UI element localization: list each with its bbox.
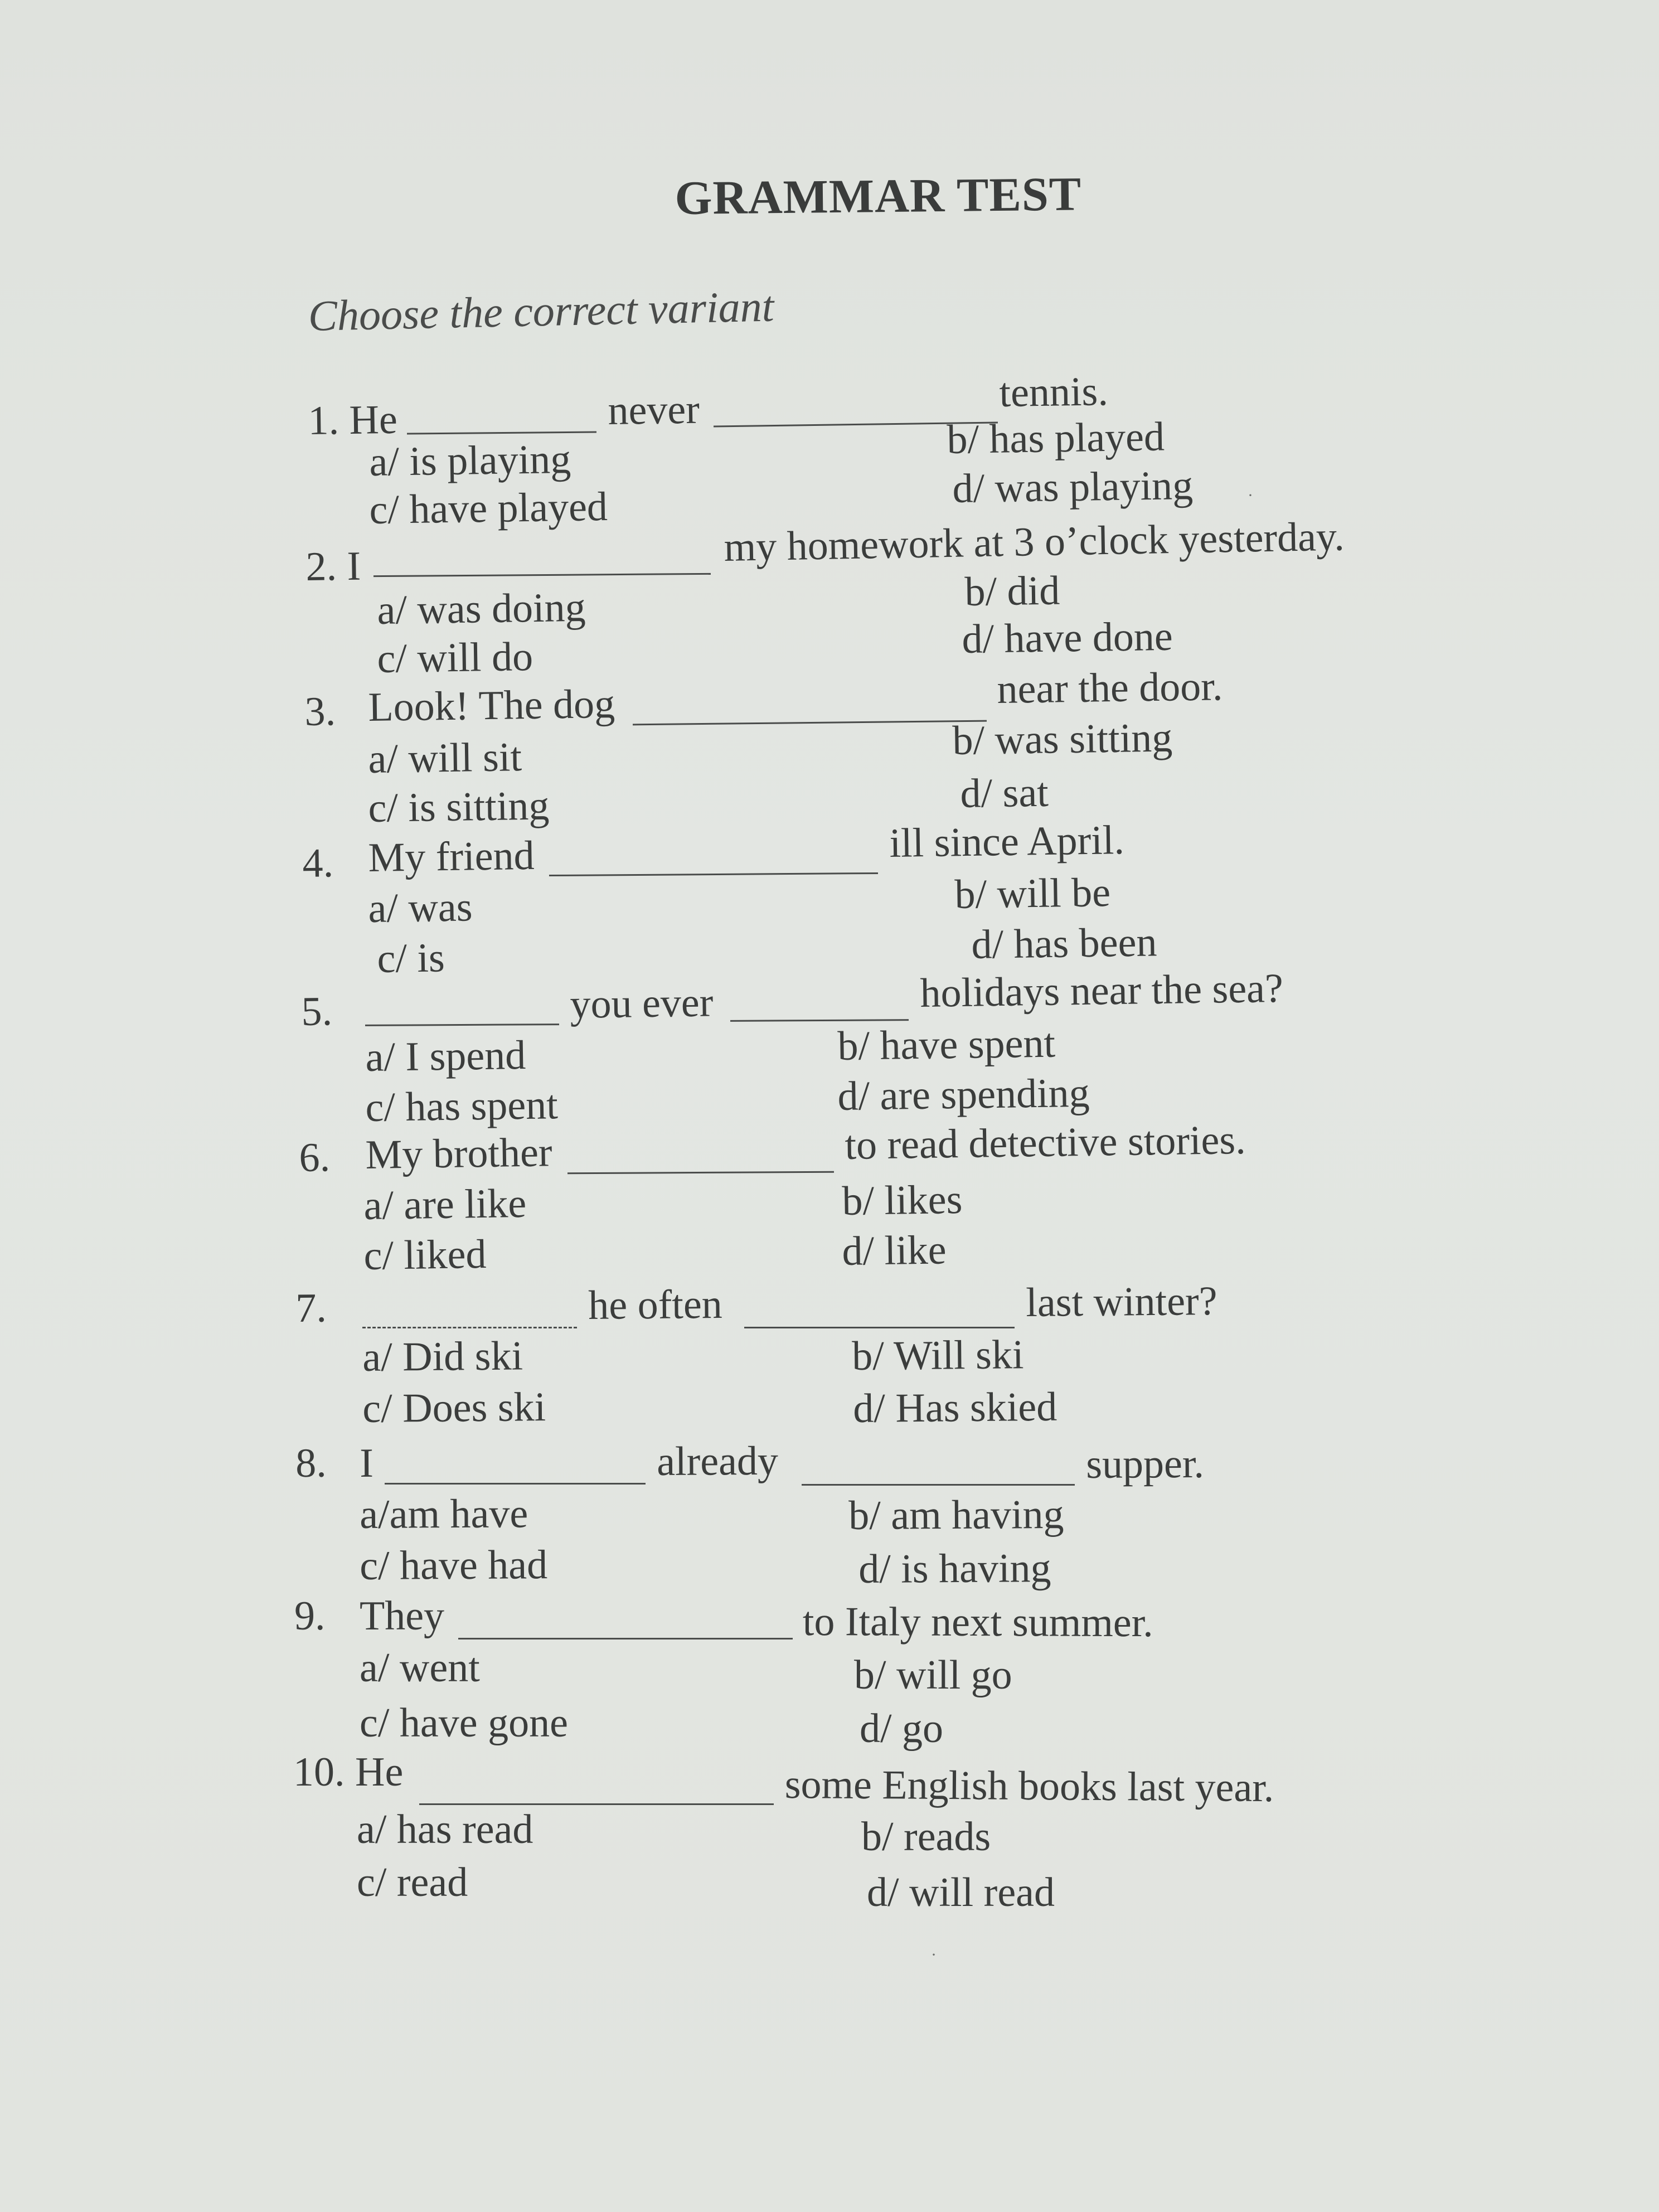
question-3-number: 3. xyxy=(304,688,336,735)
option-b: b/ Will ski xyxy=(851,1332,1024,1379)
question-8-text-mid: already xyxy=(656,1438,779,1485)
question-4-text: My friend xyxy=(367,832,535,881)
page-title: GRAMMAR TEST xyxy=(675,167,1082,225)
option-a: a/am have xyxy=(359,1491,528,1537)
option-a: a/ has read xyxy=(357,1807,533,1852)
option-d: d/ has been xyxy=(971,919,1157,968)
option-b: b/ was sitting xyxy=(952,715,1173,764)
option-d: d/ are spending xyxy=(837,1070,1090,1119)
option-c: c/ Does ski xyxy=(362,1384,546,1432)
option-d: d/ like xyxy=(841,1227,947,1274)
question-6-text: My brother xyxy=(365,1129,553,1178)
option-a: a/ is playing xyxy=(368,436,571,485)
question-2-number-text: 2. I xyxy=(305,543,361,590)
question-10-number-text: 10. He xyxy=(293,1749,404,1795)
option-c: c/ is sitting xyxy=(367,783,550,831)
option-b: b/ has played xyxy=(946,414,1165,463)
option-b: b/ did xyxy=(964,567,1060,615)
option-b: b/ will go xyxy=(854,1652,1012,1698)
question-5-text: you ever xyxy=(569,979,714,1027)
option-a: a/ I spend xyxy=(365,1032,526,1080)
option-b: b/ likes xyxy=(841,1176,963,1224)
answer-blank xyxy=(802,1484,1075,1486)
option-d: d/ will read xyxy=(867,1870,1055,1915)
answer-blank xyxy=(458,1638,793,1639)
option-a: a/ was doing xyxy=(376,584,586,633)
option-c: c/ is xyxy=(376,935,445,982)
answer-blank xyxy=(633,720,987,726)
option-a: a/ are like xyxy=(363,1180,527,1229)
question-7-text: he often xyxy=(588,1281,723,1328)
option-b: b/ have spent xyxy=(837,1020,1056,1069)
question-8-text: I xyxy=(359,1440,374,1486)
option-c: c/ have had xyxy=(359,1542,548,1589)
answer-blank xyxy=(549,872,878,876)
question-4-number: 4. xyxy=(302,840,334,886)
question-4-text-end: ill since April. xyxy=(889,817,1125,866)
question-8-text-end: supper. xyxy=(1085,1440,1205,1487)
option-a: a/ Did ski xyxy=(362,1333,523,1380)
option-c: c/ has spent xyxy=(365,1082,559,1131)
option-d: d/ is having xyxy=(858,1545,1051,1592)
answer-blank xyxy=(744,1327,1015,1328)
answer-blank xyxy=(385,1483,646,1485)
question-2-text: my homework at 3 o’clock yesterday. xyxy=(723,513,1345,570)
question-7-text-end: last winter? xyxy=(1025,1278,1217,1326)
option-a: a/ went xyxy=(360,1645,480,1691)
question-1-text: never xyxy=(607,386,700,434)
answer-blank xyxy=(373,573,711,577)
question-9-text-end: to Italy next summer. xyxy=(802,1599,1153,1646)
question-1-number-text: 1. He xyxy=(307,396,398,444)
option-b: b/ will be xyxy=(954,870,1111,918)
question-3-text: Look! The dog xyxy=(367,681,615,730)
answer-blank xyxy=(362,1327,577,1328)
question-5-text-end: holidays near the sea? xyxy=(919,965,1284,1016)
instruction-text: Choose the correct variant xyxy=(308,282,775,340)
stray-mark: · xyxy=(931,1946,937,1964)
question-6-number: 6. xyxy=(298,1134,331,1181)
option-c: c/ liked xyxy=(363,1231,487,1279)
option-a: a/ was xyxy=(367,884,473,932)
option-b: b/ reads xyxy=(861,1814,991,1860)
question-9-text: They xyxy=(360,1593,445,1639)
option-d: d/ was playing xyxy=(952,462,1194,512)
question-1-text-end: tennis. xyxy=(998,368,1109,416)
option-d: d/ go xyxy=(860,1706,944,1752)
answer-blank xyxy=(365,1023,559,1026)
question-5-number: 5. xyxy=(300,988,333,1035)
option-b: b/ am having xyxy=(848,1491,1064,1539)
answer-blank xyxy=(407,431,596,435)
question-6-text-end: to read detective stories. xyxy=(844,1117,1246,1168)
question-10-text: some English books last year. xyxy=(784,1762,1274,1811)
answer-blank xyxy=(730,1019,909,1022)
stray-mark: · xyxy=(1248,486,1253,505)
question-3-text-end: near the door. xyxy=(996,663,1223,712)
option-d: d/ sat xyxy=(959,769,1049,817)
answer-blank xyxy=(419,1803,774,1805)
question-9-number: 9. xyxy=(294,1593,326,1639)
option-a: a/ will sit xyxy=(367,734,522,782)
option-c: c/ read xyxy=(357,1860,468,1905)
question-8-number: 8. xyxy=(295,1440,327,1486)
option-d: d/ have done xyxy=(961,613,1173,662)
answer-blank xyxy=(567,1171,834,1175)
option-c: c/ have gone xyxy=(360,1700,568,1746)
option-d: d/ Has skied xyxy=(852,1384,1058,1432)
question-7-number: 7. xyxy=(295,1285,327,1331)
option-c: c/ have played xyxy=(368,484,608,533)
option-c: c/ will do xyxy=(376,634,533,682)
